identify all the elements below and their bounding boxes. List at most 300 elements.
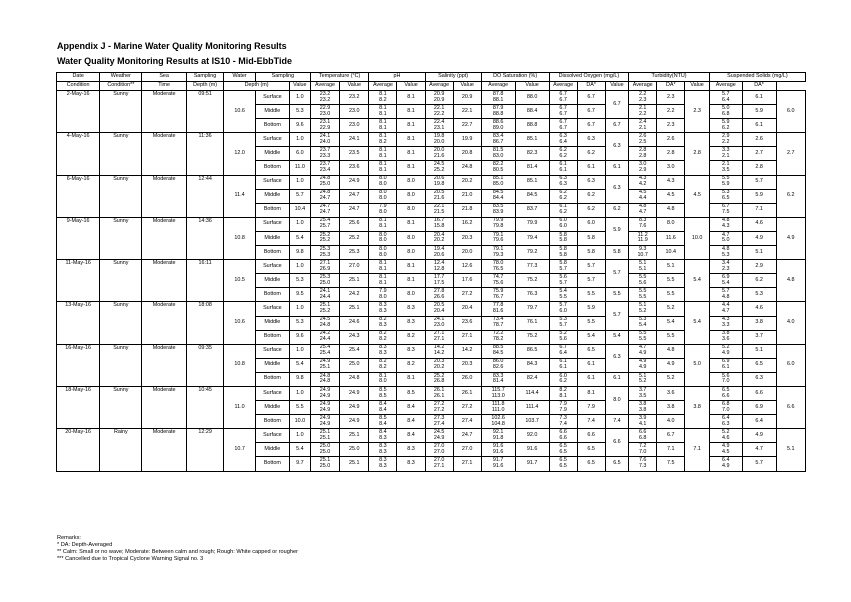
ph-average: 8.4 [397,415,425,429]
weather-cell: Sunny [100,386,142,428]
reading-value: 88.8 [492,110,504,117]
subheader-cell: DA* [657,82,685,91]
salinity-average: 20.0 [453,246,481,260]
sampling-level-cell: Surface [255,429,289,443]
reading-value: 6.2 [559,189,567,196]
turbidity-average: 7.1 [657,443,685,457]
dissolved-oxygen-average: 5.8 [577,231,605,245]
header-dissolved-oxygen: Dissolved Oxygen (mg/L) [549,73,629,82]
suspended-solids-da: 6.0 [776,91,805,133]
sampling-time-cell: 09:35 [186,344,223,386]
turbidity-average: 8.0 [657,217,685,231]
reading-value: 7.0 [722,406,730,413]
reading-value: 8.4 [379,400,387,407]
subheader-cell: Value [453,82,481,91]
reading-value: 8.0 [379,237,387,244]
reading-value: 19.8 [433,132,445,139]
reading-value: 72.2 [492,330,504,337]
water-depth-cell: 10.8 [224,344,256,386]
reading-value: 2.9 [722,132,730,139]
reading-value: 4.3 [638,175,647,182]
suspended-solids-average: 5.1 [742,344,776,358]
reading-value: 81.4 [492,378,504,385]
salinity-average: 23.6 [453,316,481,330]
reading-value: 6.4 [722,96,730,103]
dissolved-oxygen-average: 5.5 [577,288,605,302]
header-ph: pH [369,73,425,82]
reading-value: 24.8 [319,175,331,182]
sampling-time-cell: 12:29 [186,429,223,471]
reading-value: 23.0 [319,110,331,117]
reading-value: 27.2 [433,406,445,413]
turbidity-values [629,203,657,217]
sampling-level-cell: Middle [255,274,289,288]
reading-value: 6.7 [722,203,730,210]
reading-value: 25.0 [319,462,331,469]
temperature-average: 24.7 [340,203,369,217]
reading-value: 8.3 [379,434,387,441]
temperature-values [310,386,339,400]
suspended-solids-values [709,358,742,372]
turbidity-average: 5.2 [657,372,685,386]
sampling-depth-cell: 5.3 [289,274,310,288]
reading-value: 86.7 [492,138,504,145]
reading-value: 87.8 [492,90,504,97]
reading-value: 8.1 [379,104,387,111]
sampling-depth-cell: 5.4 [289,358,310,372]
reading-value: 7.3 [638,462,647,469]
reading-value: 3.7 [638,386,647,393]
turbidity-average: 4.5 [657,189,685,203]
reading-value: 8.2 [379,330,387,337]
suspended-solids-values [709,401,742,415]
sampling-depth-cell: 5.5 [289,401,310,415]
reading-value: 5.2 [722,428,730,435]
reading-value: 2.1 [638,104,647,111]
reading-value: 23.1 [319,118,331,125]
reading-value: 25.1 [319,457,331,464]
reading-value: 7.4 [559,420,567,427]
reading-value: 21.6 [433,152,445,159]
do-saturation-average: 75.2 [515,274,549,288]
sampling-time-cell: 18:08 [186,302,223,344]
weather-cell: Sunny [100,344,142,386]
reading-value: 19.4 [433,245,445,252]
sampling-level-cell: Middle [255,105,289,119]
temperature-values [310,288,339,302]
reading-value: 9.3 [638,245,647,252]
reading-value: 8.1 [379,147,387,154]
reading-value: 6.7 [559,110,567,117]
dissolved-oxygen-values [549,246,577,260]
do-saturation-values [481,443,515,457]
sampling-depth-cell: 5.4 [289,231,310,245]
reading-value: 21.5 [433,209,445,216]
reading-value: 6.3 [559,181,567,188]
dissolved-oxygen-values [549,119,577,133]
ph-values [369,91,397,105]
do-saturation-average: 79.2 [515,246,549,260]
reading-value: 25.3 [319,273,331,280]
sampling-depth-cell: 11.0 [289,161,310,175]
dissolved-oxygen-average: 6.5 [577,344,605,358]
reading-value: 19.8 [433,181,445,188]
dissolved-oxygen-values [549,457,577,471]
reading-value: 11.2 [637,231,648,238]
salinity-average: 24.7 [453,429,481,443]
reading-value: 8.5 [379,392,387,399]
reading-value: 6.5 [559,448,567,455]
reading-value: 6.7 [559,90,567,97]
water-quality-table [56,72,806,472]
reading-value: 8.1 [379,124,387,131]
dissolved-oxygen-average: 6.5 [577,443,605,457]
reading-value: 73.4 [492,316,504,323]
turbidity-values [629,119,657,133]
salinity-values [425,147,453,161]
salinity-average: 26.1 [453,386,481,400]
sampling-level-cell: Bottom [255,246,289,260]
reading-value: 27.1 [433,462,445,469]
temperature-values [310,203,339,217]
reading-value: 8.1 [379,223,387,230]
reading-value: 102.6 [491,414,505,421]
suspended-solids-values [709,288,742,302]
suspended-solids-da: 4.9 [776,217,805,259]
ph-values [369,302,397,316]
reading-value: 3.3 [722,147,730,154]
reading-value: 3.5 [722,167,730,174]
reading-value: 6.1 [559,203,567,210]
table-title: Water Quality Monitoring Results at IS10 - Mid-EbbTide [57,56,293,66]
dissolved-oxygen-average: 5.8 [577,246,605,260]
header-temperature: Temperature (°C) [310,73,369,82]
reading-value: 24.1 [319,132,331,139]
reading-value: 25.7 [319,223,331,230]
suspended-solids-average: 3.7 [742,330,776,344]
salinity-average: 19.9 [453,133,481,147]
temperature-average: 25.0 [340,358,369,372]
reading-value: 20.2 [433,364,445,371]
reading-value: 5.1 [638,372,647,379]
ph-average: 8.0 [397,288,425,302]
temperature-values [310,415,339,429]
sampling-level-cell: Bottom [255,119,289,133]
temperature-values [310,175,339,189]
ph-values [369,386,397,400]
table-row [57,217,806,231]
reading-value: 23.1 [433,124,445,131]
turbidity-da: 7.1 [685,429,710,471]
do-saturation-values [481,217,515,231]
do-saturation-average: 92.0 [515,429,549,443]
reading-value: 5.8 [559,237,567,244]
turbidity-values [629,386,657,400]
reading-value: 8.0 [379,209,387,216]
dissolved-oxygen-da: 6.3 [605,133,628,161]
reading-value: 27.0 [433,448,445,455]
reading-value: 22.4 [433,118,445,125]
reading-value: 4.8 [722,217,730,224]
reading-value: 4.8 [722,293,730,300]
reading-value: 25.4 [319,350,331,357]
reading-value: 83.4 [492,132,504,139]
dissolved-oxygen-da: 6.6 [605,429,628,457]
subheader-cell: Depth (m) [224,82,290,91]
water-depth-cell: 12.0 [224,133,256,175]
reading-value: 24.9 [319,414,331,421]
reading-value: 23.3 [319,152,331,159]
reading-value: 85.1 [492,175,504,182]
salinity-values [425,91,453,105]
ph-average: 8.1 [397,105,425,119]
dissolved-oxygen-values [549,161,577,175]
temperature-values [310,316,339,330]
reading-value: 5.7 [559,302,567,309]
reading-value: 2.2 [722,138,730,145]
reading-value: 5.6 [559,273,567,280]
salinity-values [425,443,453,457]
suspended-solids-values [709,105,742,119]
salinity-average: 26.0 [453,372,481,386]
temperature-values [310,161,339,175]
salinity-average: 20.4 [453,302,481,316]
suspended-solids-values [709,316,742,330]
salinity-values [425,288,453,302]
reading-value: 5.0 [722,104,730,111]
reading-value: 6.2 [559,209,567,216]
header-date: Date [57,73,100,82]
sea-condition-cell: Moderate [142,175,186,217]
suspended-solids-average: 5.7 [742,175,776,189]
reading-value: 20.0 [433,147,445,154]
ph-values [369,457,397,471]
subheader-cell: Condition** [100,82,142,91]
ph-values [369,119,397,133]
reading-value: 5.8 [559,259,567,266]
ph-average: 8.3 [397,457,425,471]
suspended-solids-values [709,260,742,274]
do-saturation-average: 81.4 [515,161,549,175]
turbidity-da: 5.4 [685,260,710,302]
subheader-cell: DA* [577,82,605,91]
do-saturation-average: 77.3 [515,260,549,274]
reading-value: 8.0 [379,378,387,385]
do-saturation-values [481,330,515,344]
sampling-level-cell: Surface [255,217,289,231]
reading-value: 25.3 [319,251,331,258]
salinity-values [425,189,453,203]
sampling-time-cell: 10:45 [186,386,223,428]
reading-value: 8.1 [379,259,387,266]
reading-value: 7.3 [559,414,567,421]
table-row [57,429,806,443]
dissolved-oxygen-average: 6.7 [577,91,605,105]
reading-value: 21.6 [433,195,445,202]
subheader-cell: Average [549,82,577,91]
temperature-average: 25.1 [340,457,369,471]
reading-value: 27.4 [433,420,445,427]
reading-value: 27.1 [433,336,445,343]
temperature-average: 25.4 [340,344,369,358]
reading-value: 26.9 [319,265,331,272]
water-depth-cell: 10.8 [224,217,256,259]
remarks-title: Remarks: [57,535,81,541]
reading-value: 7.0 [638,448,647,455]
reading-value: 83.5 [492,203,504,210]
reading-value: 20.0 [433,138,445,145]
reading-value: 2.3 [638,96,647,103]
dissolved-oxygen-average: 6.1 [577,161,605,175]
sampling-depth-cell: 1.0 [289,175,310,189]
reading-value: 2.1 [722,161,730,168]
turbidity-average: 5.4 [657,316,685,330]
dissolved-oxygen-average: 5.9 [577,302,605,316]
sampling-level-cell: Bottom [255,288,289,302]
reading-value: 8.0 [379,251,387,258]
dissolved-oxygen-da: 6.3 [605,175,628,203]
suspended-solids-values [709,302,742,316]
reading-value: 6.1 [559,364,567,371]
reading-value: 5.5 [638,336,647,343]
reading-value: 20.4 [433,231,445,238]
sampling-depth-cell: 1.0 [289,302,310,316]
header-sampling-depth: Sampling [255,73,310,82]
temperature-values [310,372,339,386]
reading-value: 25.3 [319,245,331,252]
do-saturation-average: 86.5 [515,344,549,358]
reading-value: 5.8 [559,231,567,238]
reading-value: 27.3 [433,414,445,421]
table-body [57,91,806,472]
date-cell: 20-May-16 [57,429,100,471]
suspended-solids-average: 4.9 [742,429,776,443]
suspended-solids-values [709,372,742,386]
sampling-depth-cell: 6.0 [289,147,310,161]
salinity-values [425,372,453,386]
dissolved-oxygen-values [549,189,577,203]
header-do-saturation: DO Saturation (%) [481,73,549,82]
reading-value: 8.3 [379,462,387,469]
table-row [57,344,806,358]
ph-average: 8.1 [397,133,425,147]
suspended-solids-da: 6.6 [776,386,805,428]
dissolved-oxygen-bottom-da: 5.5 [605,288,628,302]
salinity-values [425,133,453,147]
temperature-values [310,119,339,133]
turbidity-values [629,443,657,457]
salinity-values [425,119,453,133]
do-saturation-average: 91.7 [515,457,549,471]
do-saturation-values [481,344,515,358]
suspended-solids-average: 6.5 [742,358,776,372]
reading-value: 20.2 [433,237,445,244]
dissolved-oxygen-values [549,429,577,443]
ph-average: 8.3 [397,443,425,457]
ph-values [369,429,397,443]
ph-average: 8.4 [397,429,425,443]
subheader-cell: Depth (m) [186,82,223,91]
sampling-level-cell: Bottom [255,457,289,471]
reading-value: 4.8 [722,245,730,252]
sampling-level-cell: Surface [255,175,289,189]
sampling-depth-cell: 9.7 [289,457,310,471]
reading-value: 20.5 [433,302,445,309]
suspended-solids-average: 4.9 [742,231,776,245]
temperature-values [310,344,339,358]
salinity-values [425,274,453,288]
sampling-depth-cell: 9.8 [289,372,310,386]
date-cell: 11-May-16 [57,260,100,302]
turbidity-values [629,302,657,316]
reading-value: 8.1 [379,279,387,286]
salinity-average: 27.1 [453,330,481,344]
sampling-depth-cell: 5.4 [289,443,310,457]
dissolved-oxygen-values [549,274,577,288]
sampling-level-cell: Bottom [255,372,289,386]
reading-value: 24.9 [433,434,445,441]
reading-value: 3.8 [722,330,730,337]
salinity-values [425,260,453,274]
reading-value: 24.4 [319,336,331,343]
reading-value: 24.1 [319,287,331,294]
turbidity-values [629,316,657,330]
temperature-values [310,105,339,119]
reading-value: 83.3 [492,372,504,379]
temperature-average: 24.1 [340,133,369,147]
salinity-average: 17.6 [453,274,481,288]
dissolved-oxygen-values [549,386,577,400]
do-saturation-values [481,231,515,245]
header-sampling: Sampling [186,73,223,82]
reading-value: 104.8 [491,420,505,427]
ph-values [369,401,397,415]
ph-values [369,175,397,189]
salinity-values [425,316,453,330]
suspended-solids-values [709,344,742,358]
turbidity-average: 2.3 [657,119,685,133]
dissolved-oxygen-average: 6.7 [577,119,605,133]
subheader-cell: Average [425,82,453,91]
reading-value: 79.8 [492,223,504,230]
reading-value: 79.1 [492,245,504,252]
dissolved-oxygen-average: 7.4 [577,415,605,429]
dissolved-oxygen-bottom-da: 7.4 [605,415,628,429]
reading-value: 4.7 [638,209,647,216]
temperature-values [310,457,339,471]
reading-value: 115.7 [491,386,505,393]
salinity-average: 21.8 [453,203,481,217]
reading-value: 80.5 [492,167,504,174]
ph-values [369,288,397,302]
reading-value: 12.8 [433,265,445,272]
do-saturation-average: 88.8 [515,119,549,133]
reading-value: 89.0 [492,124,504,131]
do-saturation-values [481,260,515,274]
do-saturation-average: 111.4 [515,401,549,415]
reading-value: 83.0 [492,152,504,159]
temperature-values [310,147,339,161]
reading-value: 91.7 [492,457,504,464]
salinity-values [425,161,453,175]
suspended-solids-values [709,231,742,245]
salinity-values [425,401,453,415]
salinity-values [425,246,453,260]
reading-value: 26.8 [433,378,445,385]
sampling-depth-cell: 9.6 [289,119,310,133]
suspended-solids-average: 3.8 [742,316,776,330]
salinity-values [425,429,453,443]
